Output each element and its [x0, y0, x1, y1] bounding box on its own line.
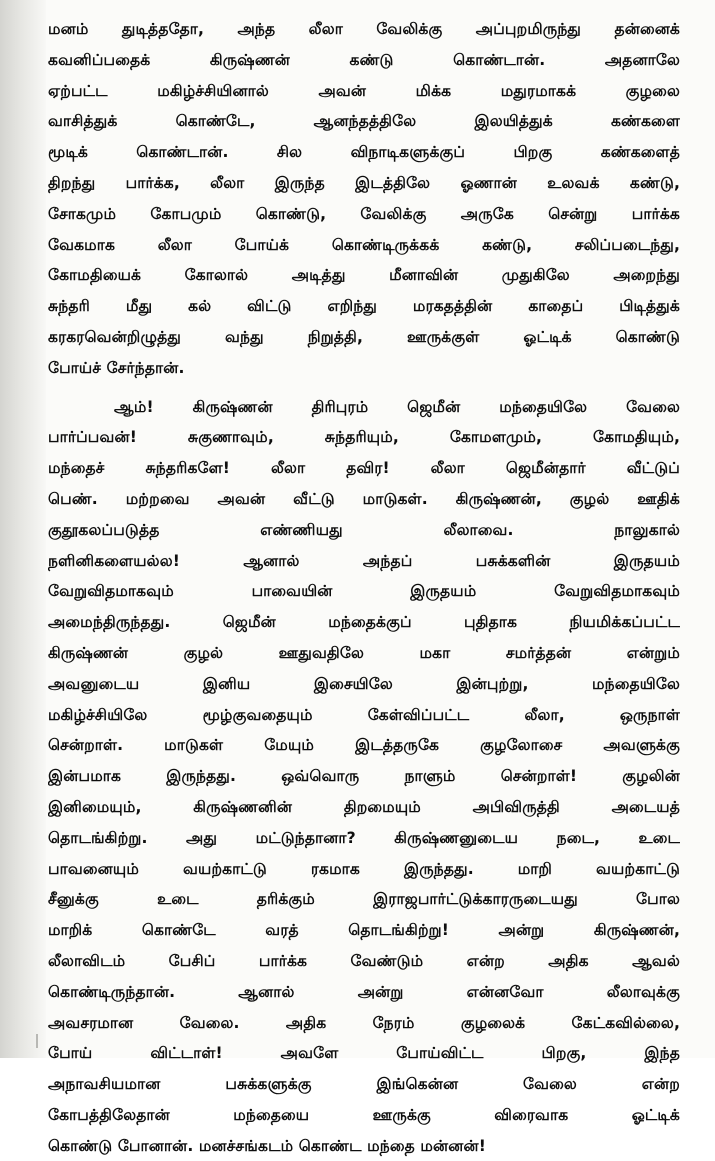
- scan-edge-mark: [36, 1034, 48, 1048]
- text-line: இன்பமாக இருந்தது. ஒவ்வொரு நாளும் சென்றாள்! குழலின்: [48, 767, 680, 786]
- text-line: சுந்தரி மீது கல் விட்டு எறிந்து மரகதத்தின் காதைப் பிடித்துக்: [48, 297, 680, 316]
- text-line: மனம் துடித்ததோ, அந்த லீலா வேலிக்கு அப்புறமிருந்து தன்னைக்: [48, 20, 680, 38]
- text-line: பார்ப்பவன்! சுகுணாவும், சுந்தரியும், கோமளமும், கோமதியும்,: [48, 428, 680, 447]
- text-line: வாசித்துக் கொண்டே, ஆனந்தத்திலே இலயித்துக் கண்களை: [48, 112, 680, 131]
- text-line: அமைந்திருந்தது. ஜெமீன் மந்தைக்குப் புதிதாக நியமிக்கப்பட்ட: [48, 613, 680, 632]
- text-line: போய் விட்டாள்! அவளே போய்விட்ட பிறகு, இந்த: [48, 1044, 680, 1063]
- text-line: தொடங்கிற்று. அது மட்டுந்தானா? கிருஷ்ணனுடைய நடை, உடை: [48, 828, 680, 847]
- text-line: சீனுக்கு உடை தரிக்கும் இராஜபார்ட்டுக்காரருடையது போல: [48, 890, 680, 909]
- text-line: கரகரவென்றிழுத்து வந்து நிறுத்தி, ஊருக்குள் ஓட்டிக் கொண்டு: [48, 327, 680, 346]
- text-line: அவசரமான வேலை. அதிக நேரம் குழலைக் கேட்கவில்லை,: [48, 1013, 680, 1032]
- text-line: மகிழ்ச்சியிலே மூழ்குவதையும் கேள்விப்பட்ட லீலா, ஒருநாள்: [48, 705, 680, 724]
- text-line: இனிமையும், கிருஷ்ணனின் திறமையும் அபிவிருத்தி அடையத்: [48, 797, 680, 816]
- body-text: [48, 14, 680, 1161]
- text-line: சென்றாள். மாடுகள் மேயும் இடத்தருகே குழலோசை அவளுக்கு: [48, 736, 680, 755]
- paragraph-gap: [48, 384, 680, 392]
- text-line: திறந்து பார்க்க, லீலா இருந்த இடத்திலே ஓணான் உலவக் கண்டு,: [48, 173, 680, 192]
- text-line: மாறிக் கொண்டே வரத் தொடங்கிற்று! அன்று கிருஷ்ணன்,: [48, 921, 680, 940]
- text-line: கொண்டிருந்தான். ஆனால் அன்று என்னவோ லீலாவுக்கு: [48, 982, 680, 1001]
- text-line: மந்தைச் சுந்தரிகளே! லீலா தவிர! லீலா ஜெமீன்தார் வீட்டுப்: [48, 459, 680, 478]
- text-line: லீலாவிடம் பேசிப் பார்க்க வேண்டும் என்ற அதிக ஆவல்: [48, 951, 680, 970]
- text-line: கொண்டு போனான். மனச்சங்கடம் கொண்ட மந்தை மன்னன்!: [48, 1136, 486, 1155]
- text-line: ஏற்பட்ட மகிழ்ச்சியினால் அவன் மிக்க மதுரமாகக் குழலை: [48, 81, 680, 100]
- text-line: பெண். மற்றவை அவன் வீட்டு மாடுகள். கிருஷ்ணன், குழல் ஊதிக்: [48, 489, 680, 508]
- text-line: ஆம்! கிருஷ்ணன் திரிபுரம் ஜெமீன் மந்தையிலே வேலை: [114, 397, 680, 416]
- text-line: கோபத்திலேதான் மந்தையை ஊருக்கு விரைவாக ஓட்டிக்: [48, 1105, 680, 1124]
- text-line: வேகமாக லீலா போய்க் கொண்டிருக்கக் கண்டு, சலிப்படைந்து,: [48, 235, 680, 254]
- text-line: பாவனையும் வயற்காட்டு ரகமாக இருந்தது. மாறி வயற்காட்டு: [48, 859, 680, 878]
- text-line: போய்ச் சேர்ந்தான்.: [48, 358, 185, 377]
- text-line: கோமதியைக் கோலால் அடித்து மீனாவின் முதுகிலே அறைந்து: [48, 266, 680, 285]
- text-line: சோகமும் கோபமும் கொண்டு, வேலிக்கு அருகே சென்று பார்க்க: [48, 204, 680, 223]
- text-line: அவனுடைய இனிய இசையிலே இன்புற்று, மந்தையிலே: [48, 674, 680, 693]
- text-line: நளினிகளையல்ல! ஆனால் அந்தப் பசுக்களின் இருதயம்: [48, 551, 680, 570]
- text-line: கிருஷ்ணன் குழல் ஊதுவதிலே மகா சமர்த்தன் என்றும்: [48, 643, 680, 662]
- scan-shadow-margin: [0, 0, 46, 1058]
- text-line: குதூகலப்படுத்த எண்ணியது லீலாவை. நாலுகால்: [48, 520, 680, 539]
- text-line: அநாவசியமான பசுக்களுக்கு இங்கென்ன வேலை என்ற: [48, 1075, 680, 1094]
- text-line: கவனிப்பதைக் கிருஷ்ணன் கண்டு கொண்டான். அதனாலே: [48, 50, 680, 69]
- text-line: மூடிக் கொண்டான். சில விநாடிகளுக்குப் பிறகு கண்களைத்: [48, 143, 680, 162]
- text-line: வேறுவிதமாகவும் பாவையின் இருதயம் வேறுவிதமாகவும்: [48, 582, 680, 601]
